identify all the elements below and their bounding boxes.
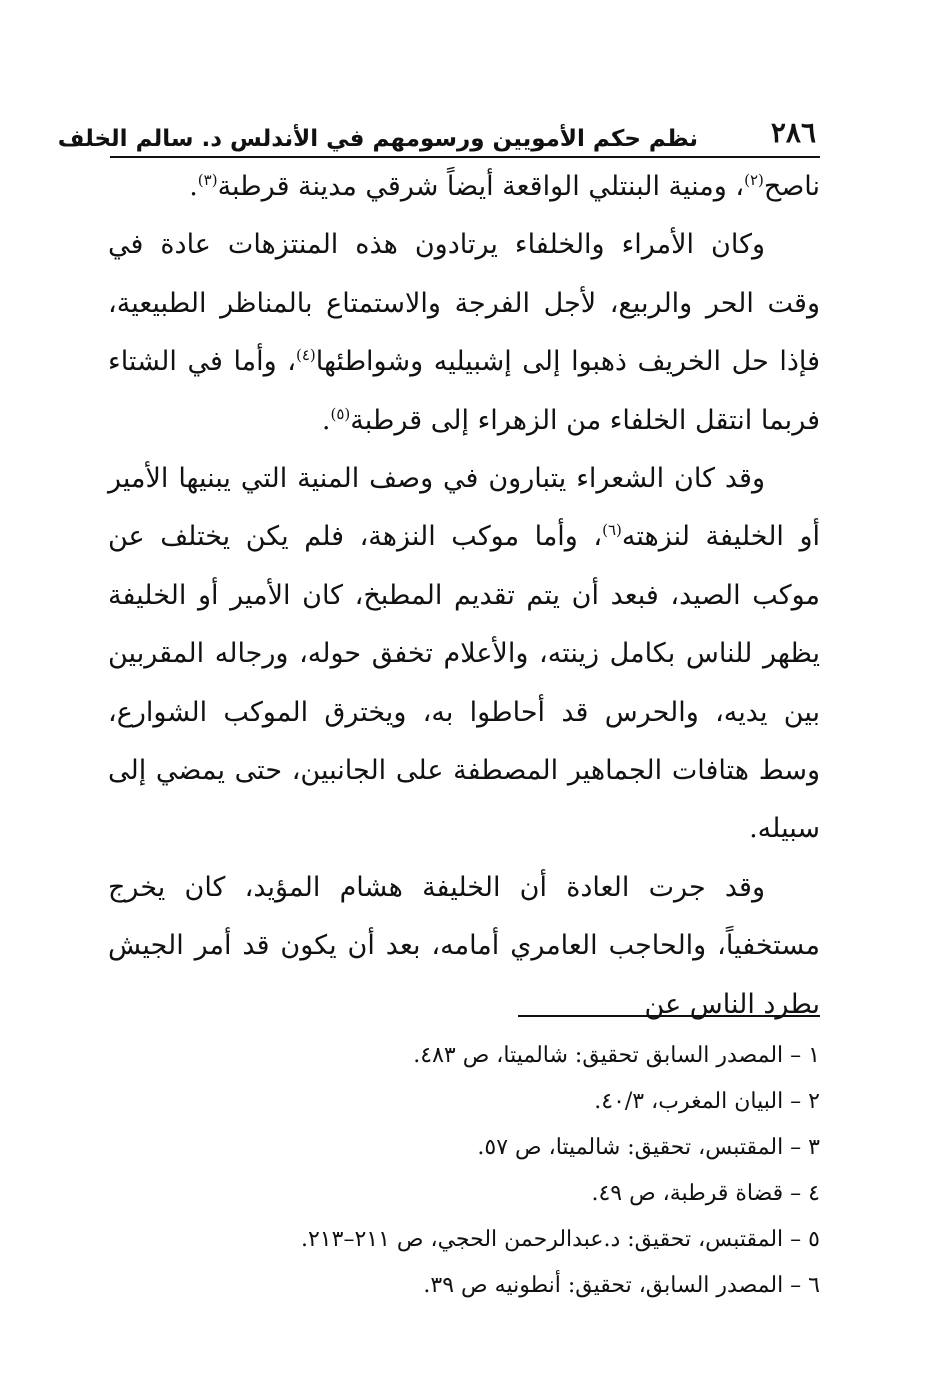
body-paragraph — [108, 158, 820, 216]
footnote-reference[interactable]: (٦) — [602, 521, 622, 540]
footnote-reference[interactable]: (٢) — [744, 171, 764, 189]
footnote-reference[interactable]: (٤) — [295, 346, 316, 365]
footnote-reference[interactable]: (٥) — [330, 404, 351, 423]
page-number: ٢٨٦ — [770, 116, 816, 149]
paragraph-text: ، ومنية البنتلي الواقعة أيضاً شرقي مدينة قرطبة — [217, 171, 745, 202]
footnote-item: ٤ – قضاة قرطبة، ص ٤٩. — [591, 1181, 820, 1206]
page-header — [57, 116, 820, 158]
footnote-item: ٣ – المقتبس، تحقيق: شالميتا، ص ٥٧. — [477, 1135, 820, 1160]
running-title: نظم حكم الأمويين ورسومهم في الأندلس د. سالم الخلف — [57, 126, 698, 152]
footnote-reference[interactable]: (٣) — [197, 171, 218, 189]
footnotes-list — [108, 1033, 820, 1309]
paragraph-text: ناصح — [763, 171, 820, 202]
body-paragraph — [108, 450, 820, 859]
body-text — [108, 158, 820, 1034]
footnote-separator — [518, 1015, 820, 1017]
paragraph-text: ، وأما في الشتاء فربما انتقل الخلفاء من الزهراء إلى قرطبة — [108, 346, 820, 436]
paragraph-text: وقد جرت العادة أن الخليفة هشام المؤيد، كان يخرج مستخفياً، والحاجب العامري أمامه، بعد أن يكون قد أمر الجيش بطرد الناس عن — [108, 871, 820, 1020]
paragraph-text: ، وأما موكب النزهة، فلم يكن يختلف عن موكب الصيد، فبعد أن يتم تقديم المطبخ، كان الأمير أو الخليفة يظهر للناس بكامل زينته، والأعلام تخفق حوله، ورجاله المقربين بين يديه، والحرس قد أحاطوا به، ويخترق الموكب الشوارع، وسط هتافات الجماهير المصطفة على الجانبين، حتى يمضي إلى سبيله. — [108, 521, 820, 845]
paragraph-text: . — [189, 171, 198, 202]
paragraph-text: . — [321, 404, 331, 436]
footnote-item: ١ – المصدر السابق تحقيق: شالميتا، ص ٤٨٣. — [413, 1043, 820, 1068]
footnote-item: ٥ – المقتبس، تحقيق: د.عبدالرحمن الحجي، ص ٢١١–٢١٣. — [300, 1227, 820, 1252]
body-paragraph — [108, 859, 820, 1034]
footnote-item: ٢ – البيان المغرب، ٤٠/٣. — [594, 1089, 820, 1114]
body-paragraph — [108, 216, 820, 450]
paragraph-text: وقد كان الشعراء يتبارون في وصف المنية التي يبنيها الأمير أو الخليفة لنزهته — [108, 463, 821, 553]
paragraph-text: وكان الأمراء والخلفاء يرتادون هذه المنتزهات عادة في وقت الحر والربيع، لأجل الفرجة والاستمتاع بالمناظر الطبيعية، فإذا حل الخريف ذهبوا إلى إشبيليه وشواطئها — [108, 229, 820, 378]
footnote-item: ٦ – المصدر السابق، تحقيق: أنطونيه ص ٣٩. — [423, 1273, 820, 1298]
